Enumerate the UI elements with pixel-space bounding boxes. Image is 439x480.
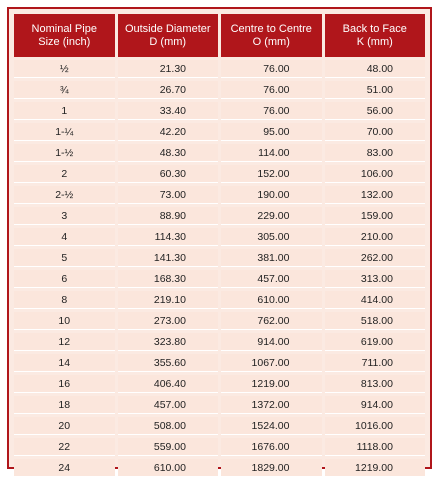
table-row (14, 60, 425, 78)
table-row (14, 270, 425, 288)
header-back-to-face (325, 14, 426, 57)
cell-centre-to-centre: 76.00 (221, 102, 322, 120)
table-row (14, 207, 425, 225)
cell-outside-diameter: 33.40 (118, 102, 219, 120)
cell-outside-diameter: 48.30 (118, 144, 219, 162)
cell-pipe-size: 2-½ (14, 186, 115, 204)
table-row (14, 249, 425, 267)
cell-pipe-size: 12 (14, 333, 115, 351)
table-row (14, 459, 425, 477)
cell-centre-to-centre: 381.00 (221, 249, 322, 267)
table-row (14, 186, 425, 204)
cell-centre-to-centre: 610.00 (221, 291, 322, 309)
cell-back-to-face: 813.00 (325, 375, 426, 393)
cell-centre-to-centre: 76.00 (221, 81, 322, 99)
cell-pipe-size: 1-½ (14, 144, 115, 162)
header-line: K (mm) (356, 35, 393, 48)
cell-back-to-face: 518.00 (325, 312, 426, 330)
table-row (14, 102, 425, 120)
cell-centre-to-centre: 1524.00 (221, 417, 322, 435)
header-line: Centre to Centre (230, 22, 312, 35)
header-centre-to-centre (221, 14, 322, 57)
cell-outside-diameter: 60.30 (118, 165, 219, 183)
cell-outside-diameter: 114.30 (118, 228, 219, 246)
cell-pipe-size: ½ (14, 60, 115, 78)
cell-pipe-size: 8 (14, 291, 115, 309)
cell-back-to-face: 619.00 (325, 333, 426, 351)
cell-pipe-size: 1 (14, 102, 115, 120)
cell-back-to-face: 1016.00 (325, 417, 426, 435)
table-row (14, 375, 425, 393)
cell-outside-diameter: 88.90 (118, 207, 219, 225)
cell-back-to-face: 159.00 (325, 207, 426, 225)
cell-outside-diameter: 610.00 (118, 459, 219, 477)
table-row (14, 396, 425, 414)
table-row (14, 81, 425, 99)
header-nominal-pipe-size (14, 14, 115, 57)
header-outside-diameter (118, 14, 219, 57)
cell-back-to-face: 48.00 (325, 60, 426, 78)
cell-centre-to-centre: 1676.00 (221, 438, 322, 456)
cell-outside-diameter: 559.00 (118, 438, 219, 456)
cell-outside-diameter: 73.00 (118, 186, 219, 204)
cell-centre-to-centre: 1067.00 (221, 354, 322, 372)
cell-back-to-face: 70.00 (325, 123, 426, 141)
header-line: Size (inch) (38, 35, 91, 48)
cell-pipe-size: 10 (14, 312, 115, 330)
cell-pipe-size: 22 (14, 438, 115, 456)
cell-back-to-face: 132.00 (325, 186, 426, 204)
cell-centre-to-centre: 229.00 (221, 207, 322, 225)
cell-pipe-size: 4 (14, 228, 115, 246)
cell-centre-to-centre: 1219.00 (221, 375, 322, 393)
cell-centre-to-centre: 914.00 (221, 333, 322, 351)
table-row (14, 417, 425, 435)
table-row (14, 228, 425, 246)
table-frame (7, 7, 432, 474)
cell-pipe-size: 3 (14, 207, 115, 225)
cell-outside-diameter: 168.30 (118, 270, 219, 288)
cell-centre-to-centre: 114.00 (221, 144, 322, 162)
cell-back-to-face: 711.00 (325, 354, 426, 372)
cell-pipe-size: 1-¼ (14, 123, 115, 141)
cell-pipe-size: 24 (14, 459, 115, 477)
table-row (14, 291, 425, 309)
pipe-dimensions-table (11, 11, 428, 480)
cell-pipe-size: 14 (14, 354, 115, 372)
cell-centre-to-centre: 1372.00 (221, 396, 322, 414)
cell-outside-diameter: 355.60 (118, 354, 219, 372)
cell-pipe-size: 5 (14, 249, 115, 267)
cell-pipe-size: 16 (14, 375, 115, 393)
table-body (14, 60, 425, 477)
cell-back-to-face: 83.00 (325, 144, 426, 162)
cell-centre-to-centre: 762.00 (221, 312, 322, 330)
cell-centre-to-centre: 457.00 (221, 270, 322, 288)
cell-back-to-face: 1219.00 (325, 459, 426, 477)
cell-back-to-face: 1118.00 (325, 438, 426, 456)
cell-outside-diameter: 457.00 (118, 396, 219, 414)
cell-outside-diameter: 323.80 (118, 333, 219, 351)
cell-back-to-face: 262.00 (325, 249, 426, 267)
table-row (14, 333, 425, 351)
header-row (14, 14, 425, 57)
cell-centre-to-centre: 190.00 (221, 186, 322, 204)
cell-pipe-size: 6 (14, 270, 115, 288)
cell-back-to-face: 51.00 (325, 81, 426, 99)
header-line: Outside Diameter (124, 22, 211, 35)
cell-centre-to-centre: 1829.00 (221, 459, 322, 477)
table-row (14, 165, 425, 183)
table-row (14, 123, 425, 141)
header-line: Back to Face (342, 22, 407, 35)
cell-back-to-face: 914.00 (325, 396, 426, 414)
cell-outside-diameter: 42.20 (118, 123, 219, 141)
cell-back-to-face: 56.00 (325, 102, 426, 120)
header-line: D (mm) (149, 35, 187, 48)
cell-outside-diameter: 273.00 (118, 312, 219, 330)
cell-outside-diameter: 141.30 (118, 249, 219, 267)
cell-back-to-face: 106.00 (325, 165, 426, 183)
cell-outside-diameter: 406.40 (118, 375, 219, 393)
cell-back-to-face: 313.00 (325, 270, 426, 288)
cell-outside-diameter: 26.70 (118, 81, 219, 99)
table-row (14, 438, 425, 456)
cell-pipe-size: ¾ (14, 81, 115, 99)
cell-outside-diameter: 508.00 (118, 417, 219, 435)
cell-centre-to-centre: 305.00 (221, 228, 322, 246)
cell-pipe-size: 18 (14, 396, 115, 414)
cell-centre-to-centre: 95.00 (221, 123, 322, 141)
table-row (14, 312, 425, 330)
cell-pipe-size: 2 (14, 165, 115, 183)
cell-centre-to-centre: 76.00 (221, 60, 322, 78)
header-line: O (mm) (252, 35, 290, 48)
cell-outside-diameter: 21.30 (118, 60, 219, 78)
table-row (14, 144, 425, 162)
cell-back-to-face: 414.00 (325, 291, 426, 309)
header-line: Nominal Pipe (31, 22, 97, 35)
cell-outside-diameter: 219.10 (118, 291, 219, 309)
cell-back-to-face: 210.00 (325, 228, 426, 246)
cell-centre-to-centre: 152.00 (221, 165, 322, 183)
table-row (14, 354, 425, 372)
cell-pipe-size: 20 (14, 417, 115, 435)
